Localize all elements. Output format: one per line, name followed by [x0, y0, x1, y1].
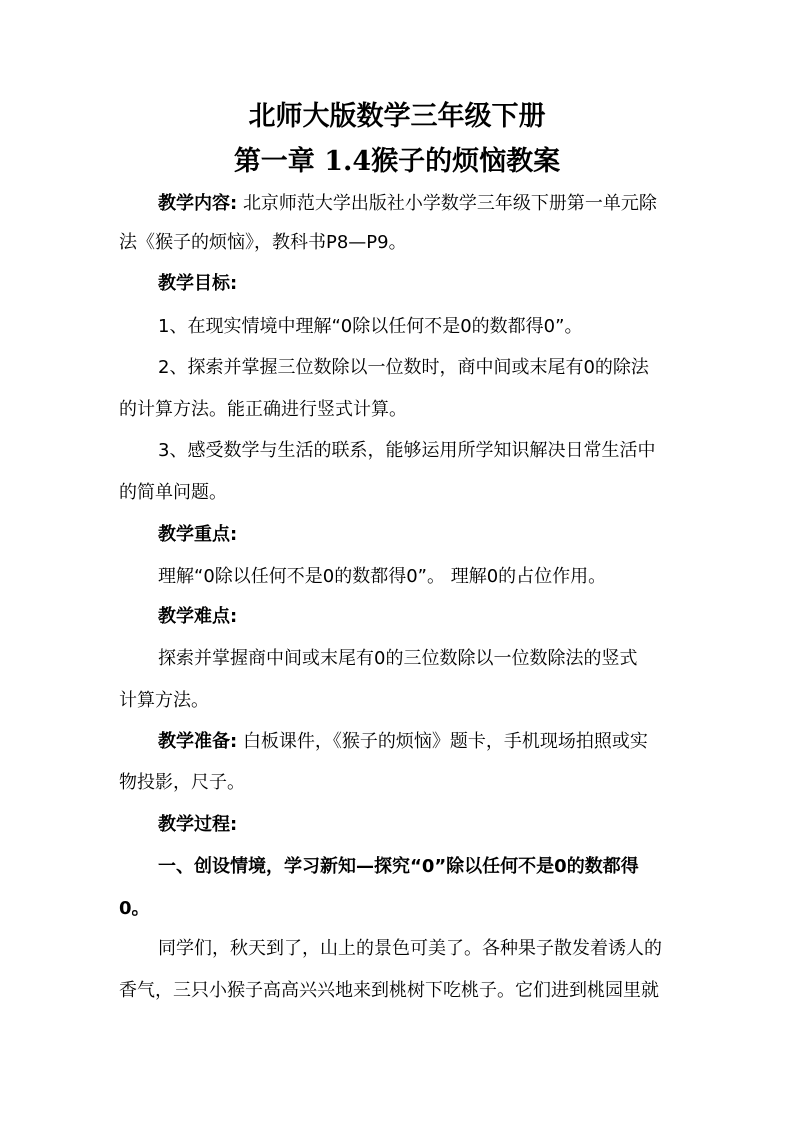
section-1-line-2: 0。: [119, 898, 150, 919]
prep-label: 教学准备:: [158, 731, 238, 752]
goal-3-line-2: 的简单问题。: [119, 482, 227, 503]
content-line-2: 法《猴子的烦恼》，教科书P8—P9。: [119, 232, 407, 253]
goal-2-line-1: 2、探索并掌握三位数除以一位数时，商中间或末尾有0的除法: [158, 357, 649, 378]
section-1-line-1: 一、创设情境，学习新知—探究“0”除以任何不是0的数都得: [158, 856, 639, 877]
key-text: 理解“0除以任何不是0的数都得0”。 理解0的占位作用。: [158, 566, 607, 587]
difficulty-line-2: 计算方法。: [119, 690, 209, 711]
goal-2-line-2: 的计算方法。能正确进行竖式计算。: [119, 399, 407, 420]
key-heading: 教学重点:: [158, 524, 238, 545]
document-subtitle: 第一章 1.4猴子的烦恼教案: [233, 146, 561, 177]
document-title: 北师大版数学三年级下册: [248, 101, 546, 132]
content-line-1: [158, 190, 657, 218]
content-label: 教学内容:: [158, 193, 238, 214]
difficulty-heading: 教学难点:: [158, 606, 238, 627]
prep-line-1: [158, 728, 648, 756]
process-heading: 教学过程:: [158, 814, 238, 835]
prep-line-2: 物投影，尺子。: [119, 772, 245, 793]
prep-text: 白板课件，《猴子的烦恼》题卡，手机现场拍照或实: [242, 731, 648, 752]
difficulty-line-1: 探索并掌握商中间或末尾有0的三位数除以一位数除法的竖式: [158, 648, 638, 669]
paragraph-line-2: 香气，三只小猴子高高兴兴地来到桃树下吃桃子。它们进到桃园里就: [119, 980, 659, 1001]
goals-heading: 教学目标:: [158, 273, 238, 294]
goal-3-line-1: 3、感受数学与生活的联系，能够运用所学知识解决日常生活中: [158, 440, 656, 461]
paragraph-line-1: 同学们，秋天到了，山上的景色可美了。各种果子散发着诱人的: [158, 938, 662, 959]
goal-1: 1、在现实情境中理解“0除以任何不是0的数都得0”。: [158, 316, 583, 337]
content-text: 北京师范大学出版社小学数学三年级下册第一单元除: [242, 193, 657, 214]
